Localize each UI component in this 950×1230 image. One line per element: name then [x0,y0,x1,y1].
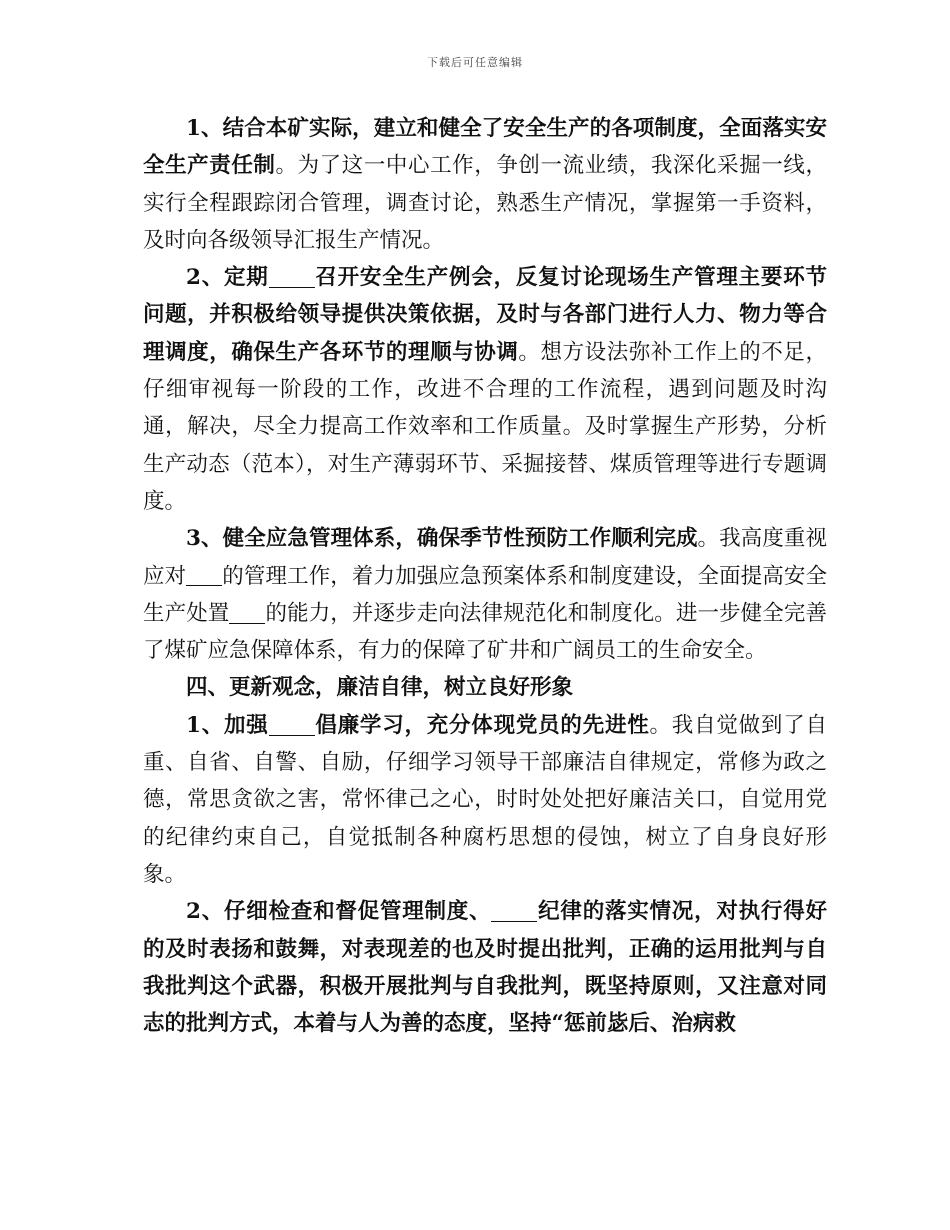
fill-blank [186,563,222,587]
paragraph-2-text: 。想方设法弥补工作上的不足，仔细审视每一阶段的工作，改进不合理的工作流程，遇到问题及时沟通，解决，尽全力提高工作效率和工作质量。及时掌握生产形势，分析生产动态（范本），对生产薄弱环节、采掘接替、煤质管理等进行专题调度。 [143,339,827,514]
paragraph-5 [143,893,827,1042]
paragraph-2-bold-a: 2、定期 [186,265,269,291]
paragraph-4-text: 。我自觉做到了自重、自省、自警、自励，仔细学习领导干部廉洁自律规定，常修为政之德，常思贪欲之害，常怀律己之心，时时处处把好廉洁关口，自觉用党的纪律约束自己，自觉抵制各种腐朽思想的侵蚀，树立了自身良好形象。 [143,712,827,887]
paragraph-3-text-a: 。我高度重视应对 [143,526,827,589]
paragraph-1 [143,110,827,259]
paragraph-4-bold-a: 1、加强 [186,712,269,738]
fill-blank [229,600,265,624]
section-heading: 四、更新观念，廉洁自律，树立良好形象 [186,675,574,701]
paragraph-3-text-b: 的管理工作，着力加强应急预案体系和制度建设，全面提高安全生产处置 [143,563,827,626]
paragraph-1-bold: 1、结合本矿实际，建立和健全了安全生产的各项制度，全面落实安全生产责任制 [143,116,827,179]
paragraph-4 [143,707,827,893]
document-body [143,110,827,1042]
paragraph-4-bold-b: 倡廉学习，充分体现党员的先进性 [314,712,650,738]
paragraph-5-bold-b: 纪律的落实情况，对执行得好的及时表扬和鼓舞，对表现差的也及时提出批判，正确的运用批判与自我批判这个武器，积极开展批判与自我批判，既坚持原则，又注意对同志的批判方式，本着与人为善的态度，坚持“惩前毖后、治病救 [143,899,827,1037]
header-note: 下载后可任意编辑 [427,56,523,69]
fill-blank [491,899,537,923]
paragraph-3-text-c: 的能力，并逐步走向法律规范化和制度化。进一步健全完善了煤矿应急保障体系，有力的保障了矿井和广阔员工的生命安全。 [143,600,827,664]
fill-blank [269,712,315,736]
paragraph-3-bold: 3、健全应急管理体系，确保季节性预防工作顺利完成 [186,526,698,552]
fill-blank [269,264,315,288]
paragraph-3 [143,520,827,669]
paragraph-1-text: 。为了这一中心工作，争创一流业绩，我深化采掘一线，实行全程跟踪闭合管理，调查讨论，熟悉生产情况，掌握第一手资料，及时向各级领导汇报生产情况。 [143,153,827,253]
paragraph-2 [143,259,827,520]
paragraph-5-bold-a: 2、仔细检查和督促管理制度、 [186,899,492,925]
paragraph-2-bold-b: 召开安全生产例会，反复讨论现场生产管理主要环节问题，并积极给领导提供决策依据，及时与各部门进行人力、物力等合理调度，确保生产各环节的理顺与协调 [143,265,827,365]
